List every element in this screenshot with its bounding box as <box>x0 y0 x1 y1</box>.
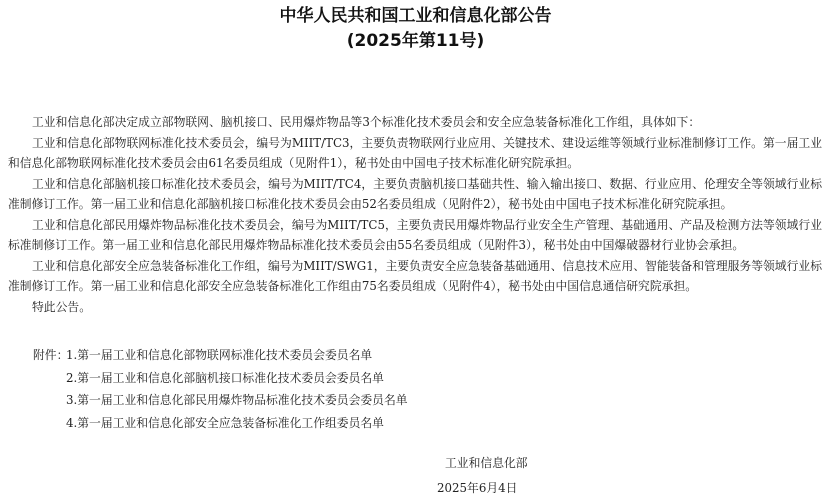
issue-date: 2025年6月4日 <box>437 481 518 495</box>
paragraph-closing: 特此公告。 <box>32 299 91 314</box>
paragraph-iot-committee: 工业和信息化部物联网标准化技术委员会，编号为MIIT/TC3，主要负责物联网行业应用、关键技术、建设运维等领域行业标准制修订工作。第一届工业和信息化部物联网标准化技术委员会由61名委员组成（见附件1），秘书处由中国电子技术标准化研究院承担。 <box>8 135 822 170</box>
document-number: (2025年第11号) <box>346 31 485 51</box>
paragraph-intro: 工业和信息化部决定成立部物联网、脑机接口、民用爆炸物品等3个标准化技术委员会和安全应急装备标准化工作组，具体如下： <box>32 115 701 129</box>
attachment-item-1[interactable] <box>33 344 408 367</box>
announcement-body <box>8 112 822 317</box>
attachment-title: 4.第一届工业和信息化部安全应急装备标准化工作组委员名单 <box>66 415 384 430</box>
attachments-list <box>33 344 408 434</box>
attachment-title: 2.第一届工业和信息化部脑机接口标准化技术委员会委员名单 <box>66 370 384 385</box>
document-title: 中华人民共和国工业和信息化部公告 <box>279 6 552 26</box>
paragraph-safety-working-group: 工业和信息化部安全应急装备标准化工作组，编号为MIIT/SWG1，主要负责安全应急装备基础通用、信息技术应用、智能装备和管理服务等领域行业标准制修订工作。第一届工业和信息化部安全应急装备标准化工作组由75名委员组成（见附件4），秘书处由中国信息通信研究院承担。 <box>8 258 822 293</box>
attachment-item-3[interactable] <box>33 389 408 412</box>
attachment-title: 1.第一届工业和信息化部物联网标准化技术委员会委员名单 <box>66 348 373 362</box>
issuer-signature: 工业和信息化部 <box>445 456 528 470</box>
attachment-title: 3.第一届工业和信息化部民用爆炸物品标准化技术委员会委员名单 <box>66 393 408 407</box>
paragraph-bci-committee: 工业和信息化部脑机接口标准化技术委员会，编号为MIIT/TC4，主要负责脑机接口基础共性、输入输出接口、数据、行业应用、伦理安全等领域行业标准制修订工作。第一届工业和信息化部脑机接口标准化技术委员会由52名委员组成（见附件2），秘书处由中国电子技术标准化研究院承担。 <box>8 176 822 211</box>
attachments-label: 附件： <box>33 348 69 362</box>
paragraph-explosives-committee: 工业和信息化部民用爆炸物品标准化技术委员会，编号为MIIT/TC5，主要负责民用爆炸物品行业安全生产管理、基础通用、产品及检测方法等领域行业标准制修订工作。第一届工业和信息化部民用爆炸物品标准化技术委员会由55名委员组成（见附件3），秘书处由中国爆破器材行业协会承担。 <box>8 217 822 252</box>
attachment-item-2[interactable] <box>33 367 408 390</box>
attachment-item-4[interactable] <box>33 412 408 435</box>
